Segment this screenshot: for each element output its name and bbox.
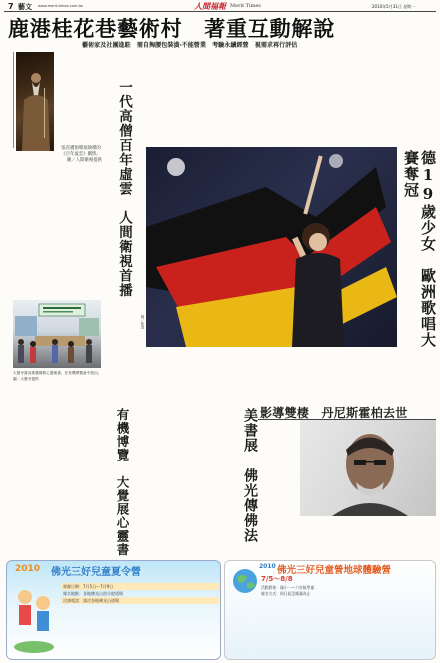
- monk-headline: 一代高僧百年虛雲 人間衛視首播: [116, 80, 132, 298]
- globe-icon: [231, 567, 259, 595]
- singer-photo-credit: 圖／路透: [141, 315, 145, 329]
- singer-scene: [146, 147, 397, 347]
- singer-headline: 德19歲少女 歐洲歌唱大賽奪冠: [402, 150, 437, 348]
- monk-caption-text: 張省邁預導演執導的《百年虛雲》劇照。: [61, 146, 101, 157]
- expo-article-text: [4, 382, 102, 552]
- earth-camp-row-2: 報名方式：即日起至額滿為止: [261, 591, 311, 596]
- page-number: 7: [8, 2, 14, 11]
- main-headline: 鹿港桂花巷藝術村 著重互動解說: [8, 16, 335, 41]
- expo-caption-text: 大覺寺書局推廣佛教心靈叢書，在有機博覽會中展出。: [13, 371, 102, 375]
- summer-camp-ad: [6, 560, 221, 660]
- expo-photo: [13, 300, 101, 368]
- summer-camp-details: [61, 607, 217, 653]
- hopper-headline: 影導雙棲 丹尼斯霍柏去世: [260, 406, 408, 420]
- book-fair-headline: 美書展 佛光傳佛法: [242, 408, 258, 543]
- paper-name: 人間福報: [194, 1, 226, 11]
- summer-camp-title: 佛光三好兒童夏令營: [51, 567, 141, 578]
- expo-scene: [13, 300, 101, 368]
- earth-camp-year: 2010: [259, 563, 276, 570]
- column-rule: [13, 52, 14, 148]
- expo-caption: [13, 370, 105, 382]
- monk-photo: [16, 52, 54, 151]
- earth-camp-globe: [231, 567, 259, 595]
- hopper-article-text-lower: [260, 520, 436, 556]
- monk-caption: [60, 146, 102, 164]
- expo-caption-credit: 圖／大覺寺提供: [13, 377, 39, 381]
- summer-camp-year: 2010: [15, 564, 41, 574]
- paper-name-en: Merit Times: [230, 3, 261, 9]
- center-article-text: [132, 52, 282, 148]
- hopper-article-text: [260, 422, 298, 518]
- right-article-text: [285, 52, 435, 146]
- earth-camp-row-1: 活動對象：國小一～六年級學童: [261, 585, 315, 590]
- header-rule: [4, 11, 436, 12]
- article-body-column: [4, 52, 12, 144]
- hopper-photo: [300, 420, 436, 516]
- issue-date: 2010年5月31日 星期一: [372, 4, 416, 9]
- monk-body-text: [4, 170, 102, 290]
- summer-camp-row-3: 洽詢電話：請洽各地佛光山道場: [61, 597, 219, 604]
- section-label: 藝文: [18, 3, 32, 11]
- summer-camp-illustration: [11, 581, 57, 655]
- singer-article-text: [146, 350, 436, 402]
- monk-figure: [16, 52, 54, 151]
- earth-camp-date: 7/5～8/8: [261, 575, 293, 583]
- singer-photo: [146, 147, 397, 347]
- hopper-portrait: [300, 420, 436, 516]
- book-fair-text: [130, 408, 226, 556]
- expo-headline: 有機博覽 大覺展心靈書: [115, 408, 130, 557]
- earth-camp-details: [233, 599, 429, 651]
- monk-caption-credit: 圖／人間衛視提供: [66, 158, 102, 163]
- kids-icon: [11, 581, 57, 655]
- earth-camp-info: [261, 585, 431, 597]
- summer-camp-row-2: 報名地點：各地佛光山別分院道場: [63, 591, 123, 596]
- monk-article-text: [56, 52, 100, 144]
- website-url: www.merit-times.com.tw: [38, 4, 83, 8]
- header-bar: [2, 2, 438, 11]
- main-subheadline: 藝術家及社團進駐 需自掏腰包裝潢‧不能營業 考驗永續經營 視需求再行評估: [82, 42, 298, 49]
- summer-camp-info: [61, 583, 219, 604]
- summer-camp-row-1: 營隊日期：7月5日～7月9日: [61, 583, 219, 590]
- earth-camp-ad: [224, 560, 436, 660]
- earth-camp-title: 佛光三好兒童營地球體驗營: [277, 565, 392, 576]
